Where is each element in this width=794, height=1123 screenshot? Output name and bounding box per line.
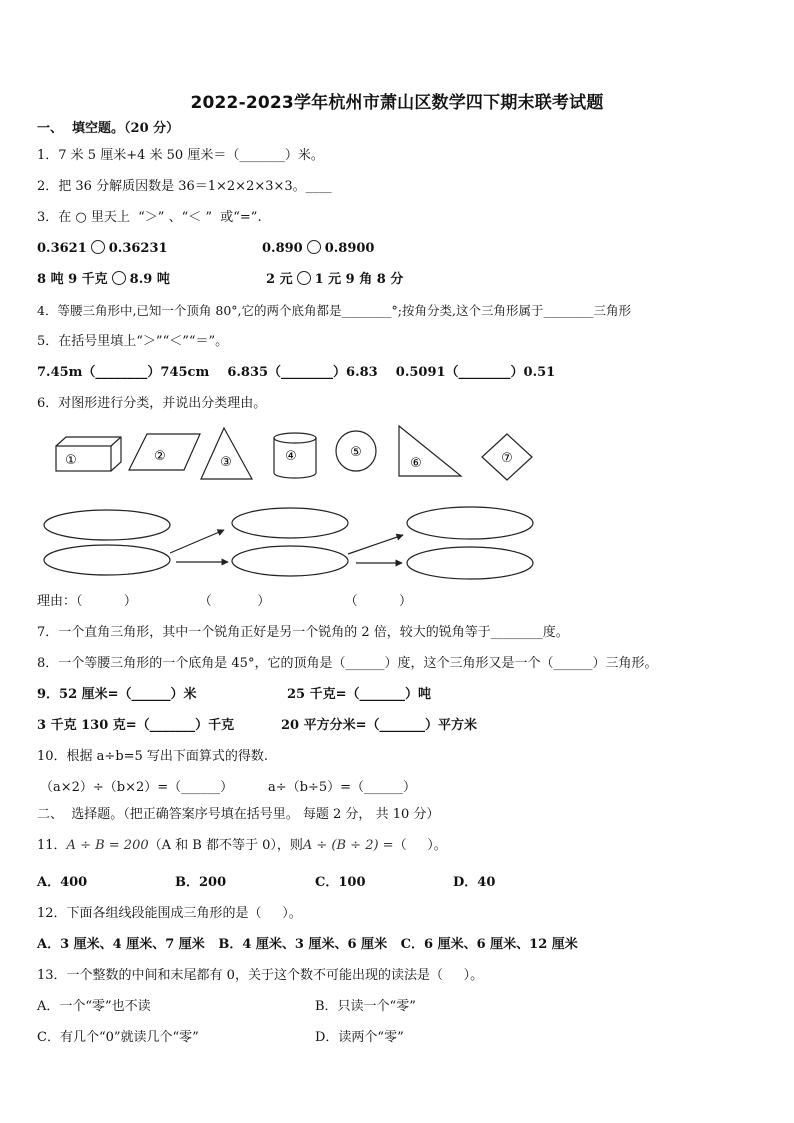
q13-option-b: B．只读一个“零” bbox=[315, 999, 416, 1014]
category-ellipse-1 bbox=[44, 510, 170, 540]
q13-option-c: C．有几个“0”就读几个“零” bbox=[37, 1030, 199, 1045]
question-5: 5．在括号里填上“＞”“＜”“＝”。 bbox=[37, 334, 229, 349]
shape-label-6: ⑥ bbox=[410, 456, 422, 471]
question-11: 11．A ÷ B = 200（A 和 B 都不等于 0），则A ÷ (B ÷ 2) =（ ）。 bbox=[37, 838, 447, 853]
question-10b: a÷（b÷5）=（______） bbox=[268, 780, 417, 795]
q13-option-a: A．一个“零”也不读 bbox=[37, 999, 151, 1014]
compare-circle-icon bbox=[297, 271, 311, 285]
compare-circle-icon bbox=[91, 240, 105, 254]
cylinder-shape bbox=[274, 433, 316, 478]
q3-item-a: 0.3621 0.36231 bbox=[37, 241, 168, 256]
circle-shape bbox=[336, 431, 376, 471]
q3-item-c: 8 吨 9 千克 8.9 吨 bbox=[37, 272, 170, 287]
question-2: 2．把 36 分解质因数是 36＝1×2×2×3×3。____ bbox=[37, 179, 332, 194]
question-12: 12．下面各组线段能围成三角形的是（ ）。 bbox=[37, 906, 302, 921]
question-8: 8．一个等腰三角形的一个底角是 45°，它的顶角是（______）度，这个三角形又是一个（______）三角形。 bbox=[37, 656, 658, 671]
q3-item-d: 2 元 1 元 9 角 8 分 bbox=[266, 272, 404, 287]
q11-option-a: A．400 bbox=[37, 875, 88, 890]
q12-options: A．3 厘米、4 厘米、7 厘米 B．4 厘米、3 厘米、6 厘米 C．6 厘米、6 厘米、12 厘米 bbox=[37, 937, 578, 952]
question-7: 7．一个直角三角形，其中一个锐角正好是另一个锐角的 2 倍，较大的锐角等于________度。 bbox=[37, 625, 569, 640]
question-5-items: 7.45m（________）745cm 6.835（________）6.83 0.5091（________）0.51 bbox=[37, 365, 556, 380]
triangle-shape bbox=[201, 428, 252, 479]
shape-label-2: ② bbox=[154, 449, 166, 464]
question-9a: 9．52 厘米=（______）米 bbox=[37, 687, 197, 702]
section-2-heading: 二、 选择题。（把正确答案序号填在括号里。 每题 2 分， 共 10 分） bbox=[37, 807, 440, 822]
question-4: 4．等腰三角形中,已知一个顶角 80°,它的两个底角都是________°;按角分类,这个三角形属于________三角形 bbox=[37, 303, 631, 318]
cuboid-shape bbox=[56, 437, 121, 471]
question-9b: 25 千克=（_______）吨 bbox=[287, 687, 432, 702]
category-ellipse-2 bbox=[44, 545, 170, 575]
arrow-icon bbox=[170, 530, 224, 553]
q11-option-b: B．200 bbox=[175, 875, 227, 890]
shape-label-7: ⑦ bbox=[501, 451, 513, 466]
parallelogram-shape bbox=[129, 434, 200, 470]
q11-option-d: D．40 bbox=[453, 875, 496, 890]
q11-formula-1: A ÷ B = 200 bbox=[66, 838, 149, 853]
q11-formula-2: A ÷ (B ÷ 2) = bbox=[302, 838, 394, 853]
arrow-icon bbox=[348, 535, 403, 554]
category-ellipse-4 bbox=[232, 546, 348, 576]
shapes-diagram bbox=[0, 420, 794, 590]
question-1: 1．7 米 5 厘米+4 米 50 厘米＝（_______）米。 bbox=[37, 148, 324, 163]
section-1-heading: 一、 填空题。（20 分） bbox=[37, 121, 180, 136]
diamond-shape bbox=[482, 434, 532, 480]
shape-label-4: ④ bbox=[285, 449, 297, 464]
question-13: 13．一个整数的中间和末尾都有 0，关于这个数不可能出现的读法是（ ）。 bbox=[37, 968, 484, 983]
shape-label-1: ① bbox=[65, 453, 77, 468]
right-triangle-shape bbox=[399, 426, 461, 476]
question-9d: 20 平方分米=（_______）平方米 bbox=[281, 718, 478, 733]
page-title: 2022-2023学年杭州市萧山区数学四下期末联考试题 bbox=[190, 93, 604, 113]
question-3: 3．在 ○ 里天上 “＞” 、“＜ ” 或“=”. bbox=[37, 210, 262, 225]
compare-circle-icon bbox=[307, 240, 321, 254]
question-6-reason: 理由：（ ） （ ） （ ） bbox=[37, 594, 412, 609]
category-ellipse-5 bbox=[407, 507, 533, 539]
q13-option-d: D．读两个“零” bbox=[315, 1030, 404, 1045]
question-10a: （a×2）÷（b×2）=（______） bbox=[40, 780, 234, 795]
q11-option-c: C．100 bbox=[315, 875, 366, 890]
category-ellipse-3 bbox=[232, 508, 348, 538]
shape-label-5: ⑤ bbox=[350, 445, 362, 460]
question-10: 10．根据 a÷b=5 写出下面算式的得数. bbox=[37, 749, 269, 764]
q3-item-b: 0.890 0.8900 bbox=[262, 241, 375, 256]
question-6: 6．对图形进行分类，并说出分类理由。 bbox=[37, 396, 267, 411]
shape-label-3: ③ bbox=[220, 455, 232, 470]
category-ellipse-6 bbox=[407, 547, 533, 579]
question-9c: 3 千克 130 克=（_______）千克 bbox=[37, 718, 235, 733]
compare-circle-icon bbox=[112, 271, 126, 285]
